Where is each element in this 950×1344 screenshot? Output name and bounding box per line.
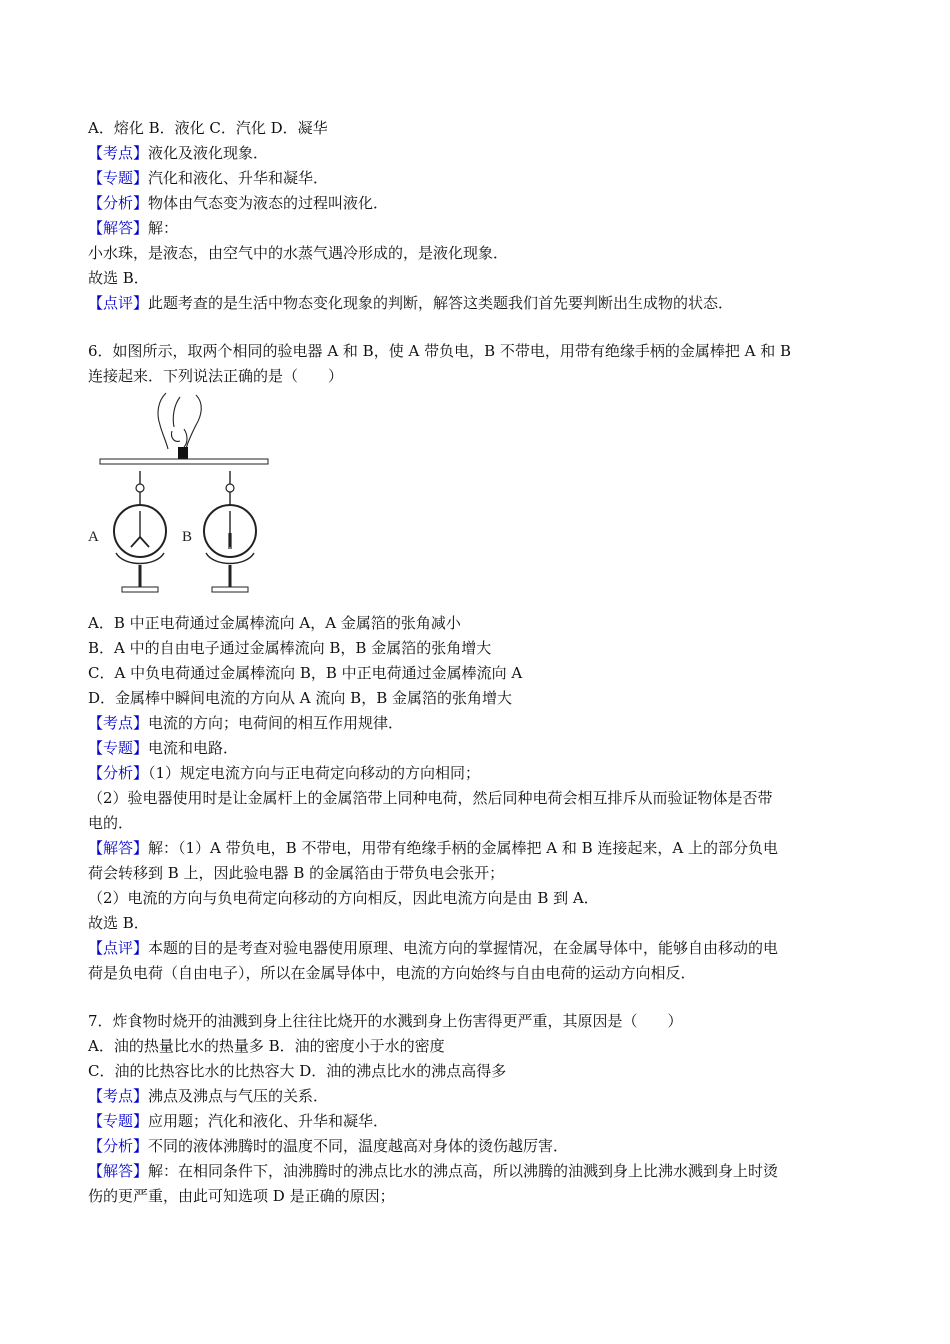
q6-option-b: B．A 中的自由电子通过金属棒流向 B，B 金属箔的张角增大: [88, 639, 492, 657]
q6-jieda-line3: （2）电流的方向与负电荷定向移动的方向相反，因此电流方向是由 B 到 A．: [88, 889, 599, 907]
q6-fenxi: 【分析】（1）规定电流方向与正电荷定向移动的方向相同；: [88, 764, 481, 782]
q6-answer: 故选 B．: [88, 914, 149, 932]
q6-stem-line1: 6．如图所示，取两个相同的验电器 A 和 B，使 A 带负电，B 不带电，用带有绝缘手柄的金属棒把 A 和 B: [88, 342, 792, 360]
q7-stem: 7．炸食物时烧开的油溅到身上往往比烧开的水溅到身上伤害得更严重，其原因是（ ）: [88, 1012, 683, 1030]
q5-zhuanti: 【专题】汽化和液化、升华和凝华．: [88, 169, 329, 187]
q6-fenxi-line3: 电的．: [88, 814, 134, 832]
zhuanti-tag: 【专题】: [88, 169, 149, 187]
q6-zhuanti: 【专题】电流和电路．: [88, 739, 239, 757]
label-b: B: [182, 529, 193, 545]
q5-answer: 故选 B．: [88, 269, 149, 287]
jieda-tag: 【解答】: [88, 1162, 149, 1180]
q6-jieda: 【解答】解：（1）A 带负电，B 不带电，用带有绝缘手柄的金属棒把 A 和 B 连接起来，A 上的部分负电: [88, 839, 778, 857]
electroscope-a: [114, 471, 166, 592]
kaodian-tag: 【考点】: [88, 144, 149, 162]
dianping-tag: 【点评】: [88, 294, 149, 312]
q5-options: A．熔化 B．液化 C．汽化 D．凝华: [88, 119, 328, 137]
q5-fenxi: 【分析】物体由气态变为液态的过程叫液化．: [88, 194, 389, 212]
q7-options-cd: C．油的比热容比水的比热容大 D．油的沸点比水的沸点高得多: [88, 1062, 507, 1080]
q7-options-ab: A．油的热量比水的热量多 B．油的密度小于水的密度: [88, 1037, 445, 1055]
electroscope-figure: [88, 391, 278, 605]
jieda-tag: 【解答】: [88, 219, 149, 237]
zhuanti-tag: 【专题】: [88, 739, 149, 757]
q7-jieda-line2: 伤的更严重，由此可知选项 D 是正确的原因；: [88, 1187, 395, 1205]
q7-jieda: 【解答】解：在相同条件下，油沸腾时的沸点比水的沸点高，所以沸腾的油溅到身上比沸水溅到身上时烫: [88, 1162, 779, 1180]
q7-zhuanti: 【专题】应用题；汽化和液化、升华和凝华．: [88, 1112, 389, 1130]
hand-drawing: [158, 393, 201, 449]
electroscope-diagram: [88, 391, 278, 605]
q6-kaodian: 【考点】电流的方向；电荷间的相互作用规律．: [88, 714, 404, 732]
q6-option-d: D．金属棒中瞬间电流的方向从 A 流向 B，B 金属箔的张角增大: [88, 689, 512, 707]
label-a: A: [88, 529, 99, 545]
q6-dianping-line2: 荷是负电荷（自由电子），所以在金属导体中，电流的方向始终与自由电荷的运动方向相反．: [88, 964, 696, 982]
kaodian-tag: 【考点】: [88, 714, 149, 732]
fenxi-tag: 【分析】: [88, 194, 149, 212]
q6-stem-line2: 连接起来．下列说法正确的是（ ）: [88, 367, 344, 385]
electroscope-b: [204, 471, 256, 592]
q7-kaodian: 【考点】沸点及沸点与气压的关系．: [88, 1087, 329, 1105]
q6-jieda-line2: 荷会转移到 B 上，因此验电器 B 的金属箔由于带负电会张开；: [88, 864, 505, 882]
jieda-tag: 【解答】: [88, 839, 149, 857]
q6-fenxi-line2: （2）验电器使用时是让金属杆上的金属箔带上同种电荷，然后同种电荷会相互排斥从而验证物体是否带: [88, 789, 773, 807]
document-page: [88, 116, 878, 1209]
q6-option-a: A．B 中正电荷通过金属棒流向 A，A 金属箔的张角减小: [88, 614, 461, 632]
q6-dianping: 【点评】本题的目的是考查对验电器使用原理、电流方向的掌握情况，在金属导体中，能够自由移动的电: [88, 939, 779, 957]
dianping-tag: 【点评】: [88, 939, 149, 957]
metal-rod: [100, 459, 268, 464]
kaodian-tag: 【考点】: [88, 1087, 149, 1105]
q5-jieda: 【解答】解：: [88, 219, 179, 237]
fenxi-tag: 【分析】: [88, 764, 149, 782]
q7-fenxi: 【分析】不同的液体沸腾时的温度不同，温度越高对身体的烫伤越厉害．: [88, 1137, 569, 1155]
q5-dianping: 【点评】此题考查的是生活中物态变化现象的判断，解答这类题我们首先要判断出生成物的状态．: [88, 294, 734, 312]
q5-kaodian: 【考点】液化及液化现象．: [88, 144, 269, 162]
q6-option-c: C．A 中负电荷通过金属棒流向 B，B 中正电荷通过金属棒流向 A: [88, 664, 523, 682]
q5-jieda-line2: 小水珠，是液态，由空气中的水蒸气遇冷形成的，是液化现象．: [88, 244, 509, 262]
fenxi-tag: 【分析】: [88, 1137, 149, 1155]
zhuanti-tag: 【专题】: [88, 1112, 149, 1130]
